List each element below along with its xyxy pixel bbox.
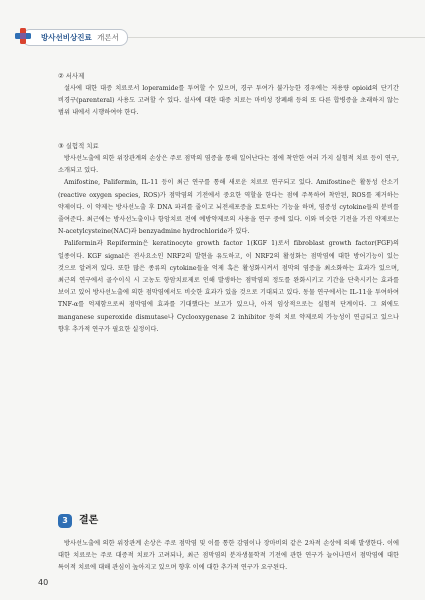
subsection-antidiarrheal	[58, 70, 399, 120]
subsection-heading: ② 서사제	[58, 72, 85, 80]
section-title: 결론	[79, 515, 99, 526]
subsection-heading: ③ 실험적 치료	[58, 142, 99, 150]
paragraph: 방사선노출에 의한 위장관계 손상은 주로 점막염 및 이를 통한 감염이나 장마비의 같은 2차적 손상에 의해 발생한다. 이에 대한 치료로는 주로 대증적 치료가 고려되나, 최근 점막염의 분자생물학적 기전에 관한 연구가 늘어나면서 점막염에 대한 특이적 치료에 대해 관심이 높아지고 있으며 향후 이에 대한 추가적 연구가 요구된다.	[58, 540, 399, 572]
header-badge	[22, 29, 128, 46]
header-rule	[120, 37, 425, 38]
book-title: 방사선비상진료	[41, 33, 92, 42]
conclusion-body	[58, 538, 399, 575]
paragraph: Palifermin과 Repifermin은 keratinocyte growth factor 1(KGF 1)로서 fibroblast growth factor(FGF)의 일종이다. KGF signal은 전사요소인 NRF2의 발현을 유도하고, 이 NRF2의 활성화는 점막염에 대한 방어기능이 있는 것으로 알려져 있다. 또한 많은 종류의 cytokine들을 억제 혹은 활성화시켜서 점막의 염증을 최소화하는 효과가 있으며, 최근의 연구에서 골수이식 시 고농도 항암치료제로 인해 발생하는 점막염의 정도를 완화시키고 기간을 단축시키는 효과를 보이고 있어 방사선노출에 의한 점막염에서도 비슷한 효과가 있을 것으로 기대되고 있다. 동물 연구에서는 IL-11을 투여하여 TNF-α를 억제함으로써 점막염에 효과를 기대했다는 보고가 있으나, 아직 임상적으로는 실험적 단계이다. 그 외에도 manganese superoxide dismutase나 Cyclooxygenase 2 inhibitor 등의 치료 약제로의 가능성이 연급되고 있으나 향후 추가적 연구가 필요한 실정이다.	[58, 240, 399, 333]
medical-cross-icon	[14, 27, 32, 45]
page-number: 40	[38, 578, 49, 587]
paragraph: 방사선노출에 의한 위장관계의 손상은 주로 점막의 염증을 통해 일어난다는 점에 착안한 여러 가지 실험적 치료 등이 연구, 소개되고 있다.	[58, 155, 399, 175]
paragraph: Amifostine, Palifermin, IL-11 등이 최근 연구를 통해 새로운 치료로 연구되고 있다. Amifostine은 활동성 산소기(reactive oxygen species, ROS)가 점막염의 기전에서 중요한 역할을 한다는 점에 주목하여 착안된, ROS를 제거하는 약제이다. 이 약제는 방사선노출 후 DNA 파괴를 줄이고 뇌전세포증을 토토하는 기능을 하며, 염증성 cytokine들의 분비를 줄여준다. 최근에는 방사선노출이나 항암치료 전에 예방약제로의 사용을 연구 중에 있다. 이와 비슷한 기전을 가진 약제로는 N-acetylcysteine(NAC)과 benzyadmine hydrochloride가 있다.	[58, 179, 399, 236]
section-heading-conclusion	[58, 514, 178, 530]
running-header	[0, 27, 425, 47]
section-number-badge: 3	[58, 514, 72, 528]
subsection-experimental	[58, 140, 399, 336]
book-subtitle: 개론서	[97, 33, 119, 42]
paragraph: 설사에 대한 대증 치료로서 loperamide를 투여할 수 있으며, 경구 투여가 불가능한 경우에는 저용량 opioid의 단기간 비경구(parenteral) 사용도 고려할 수 있다. 설사에 대한 대증 치료는 마비성 장폐쇄 등의 또 다른 합병증을 초래하지 않는 범위 내에서 시행하여야 한다.	[58, 85, 399, 117]
